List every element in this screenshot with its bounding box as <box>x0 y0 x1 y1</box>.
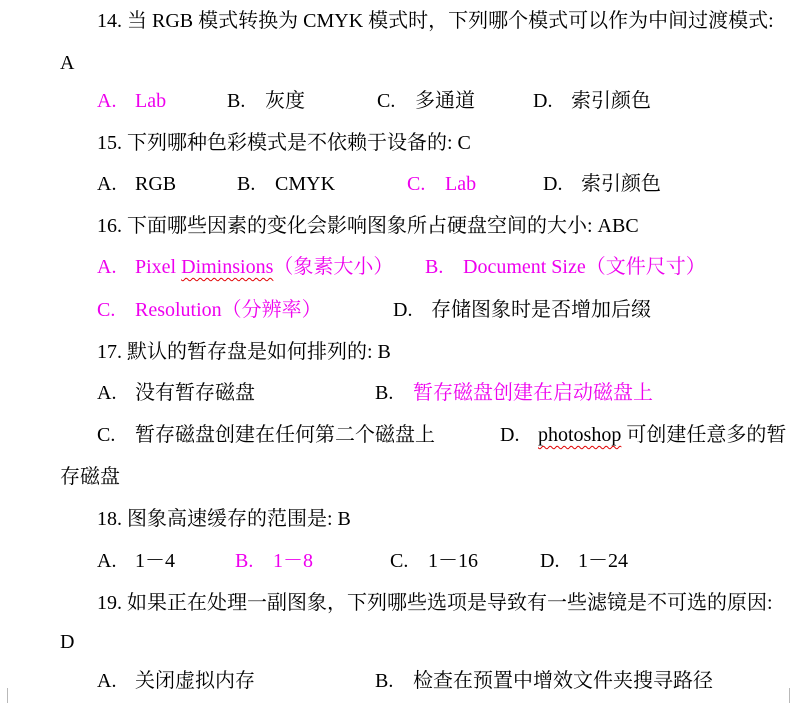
question-text <box>97 130 471 156</box>
option-d <box>543 171 661 197</box>
continuation-17 <box>0 464 796 492</box>
misspelled-word: photoshop <box>538 424 622 446</box>
text-part: Lab <box>445 173 477 195</box>
text-part: 存储图象时是否增加后缀 <box>431 299 651 321</box>
option-letter: D. <box>540 550 560 572</box>
text-part: 灰度 <box>265 90 305 112</box>
text-part: 检查在预置中增效文件夹搜寻路径 <box>413 670 713 692</box>
option-letter: D. <box>500 424 520 446</box>
question-15 <box>0 130 796 158</box>
question-text <box>97 339 391 365</box>
text-part: Pixel <box>135 256 182 278</box>
option-letter: C. <box>97 424 116 446</box>
option-letter: B. <box>235 550 254 572</box>
question-text <box>97 213 639 239</box>
text-part: 索引颜色 <box>571 90 651 112</box>
text-part: Resolution（分辨率） <box>135 299 322 321</box>
option-b <box>237 171 335 197</box>
options-17-ab <box>0 380 796 408</box>
text-part: A <box>60 52 75 74</box>
text-part: 1－24 <box>578 550 628 572</box>
text-part: 16. 下面哪些因素的变化会影响图象所占硬盘空间的大小: ABC <box>97 215 639 237</box>
option-letter: B. <box>227 90 246 112</box>
option-letter: A. <box>97 90 117 112</box>
misspelled-word: Diminsions <box>181 256 274 278</box>
option-c <box>390 548 478 574</box>
text-part: D <box>60 631 75 653</box>
question-text <box>97 590 773 616</box>
text-part: 暂存磁盘创建在任何第二个磁盘上 <box>135 424 435 446</box>
text-part: 索引颜色 <box>581 173 661 195</box>
answer-14 <box>0 50 796 78</box>
text-part: （象素大小） <box>273 256 394 278</box>
option-b <box>425 254 706 280</box>
continuation-text <box>60 464 120 490</box>
text-part: 暂存磁盘创建在启动磁盘上 <box>413 382 653 404</box>
question-text <box>97 506 351 532</box>
options-17-cd <box>0 422 796 450</box>
option-a <box>97 380 255 406</box>
option-d <box>393 297 651 323</box>
option-letter: C. <box>377 90 396 112</box>
text-part: Document Size（文件尺寸） <box>463 256 706 278</box>
option-c <box>97 297 322 323</box>
option-b <box>375 380 653 406</box>
option-letter: D. <box>393 299 413 321</box>
option-b <box>235 548 313 574</box>
text-part: 没有暂存磁盘 <box>135 382 255 404</box>
option-b <box>375 668 713 694</box>
option-a <box>97 88 166 114</box>
options-16-cd <box>0 297 796 325</box>
question-14 <box>0 8 796 36</box>
option-a <box>97 668 255 694</box>
option-letter: A. <box>97 670 117 692</box>
option-letter: B. <box>375 670 394 692</box>
option-letter: D. <box>533 90 553 112</box>
answer-19 <box>0 629 796 657</box>
text-part: RGB <box>135 173 177 195</box>
options-15 <box>0 171 796 199</box>
options-14 <box>0 88 796 116</box>
text-part: 1－4 <box>135 550 175 572</box>
options-18 <box>0 548 796 576</box>
question-text <box>97 8 774 34</box>
text-part: 15. 下列哪种色彩模式是不依赖于设备的: C <box>97 132 471 154</box>
options-19 <box>0 668 796 696</box>
option-d <box>500 422 786 448</box>
option-letter: B. <box>425 256 444 278</box>
option-letter: C. <box>97 299 116 321</box>
option-letter: A. <box>97 382 117 404</box>
text-part: 存磁盘 <box>60 466 120 488</box>
option-d <box>540 548 628 574</box>
text-part: 17. 默认的暂存盘是如何排列的: B <box>97 341 391 363</box>
question-18 <box>0 506 796 534</box>
text-part: CMYK <box>275 173 336 195</box>
text-part: 18. 图象高速缓存的范围是: B <box>97 508 351 530</box>
text-part: 1－8 <box>273 550 313 572</box>
option-letter: C. <box>390 550 409 572</box>
option-a <box>97 171 176 197</box>
options-16-ab <box>0 254 796 282</box>
option-letter: A. <box>97 550 117 572</box>
option-letter: C. <box>407 173 426 195</box>
question-19 <box>0 590 796 618</box>
option-c <box>377 88 475 114</box>
text-part: 可创建任意多的暂 <box>621 424 787 446</box>
option-c <box>407 171 476 197</box>
option-letter: A. <box>97 256 117 278</box>
text-part: 14. 当 RGB 模式转换为 CMYK 模式时，下列哪个模式可以作为中间过渡模式: <box>97 10 774 32</box>
option-a <box>97 548 175 574</box>
question-16 <box>0 213 796 241</box>
text-part: Lab <box>135 90 167 112</box>
answer-text <box>60 629 74 655</box>
text-part: 多通道 <box>415 90 475 112</box>
option-letter: A. <box>97 173 117 195</box>
option-a <box>97 254 393 280</box>
option-d <box>533 88 651 114</box>
option-b <box>227 88 305 114</box>
option-letter: D. <box>543 173 563 195</box>
option-letter: B. <box>375 382 394 404</box>
text-part: 1－16 <box>428 550 478 572</box>
question-17 <box>0 339 796 367</box>
option-c <box>97 422 435 448</box>
text-part: 19. 如果正在处理一副图象，下列哪些选项是导致有一些滤镜是不可选的原因: <box>97 592 773 614</box>
text-part: 关闭虚拟内存 <box>135 670 255 692</box>
option-letter: B. <box>237 173 256 195</box>
answer-text <box>60 50 74 76</box>
